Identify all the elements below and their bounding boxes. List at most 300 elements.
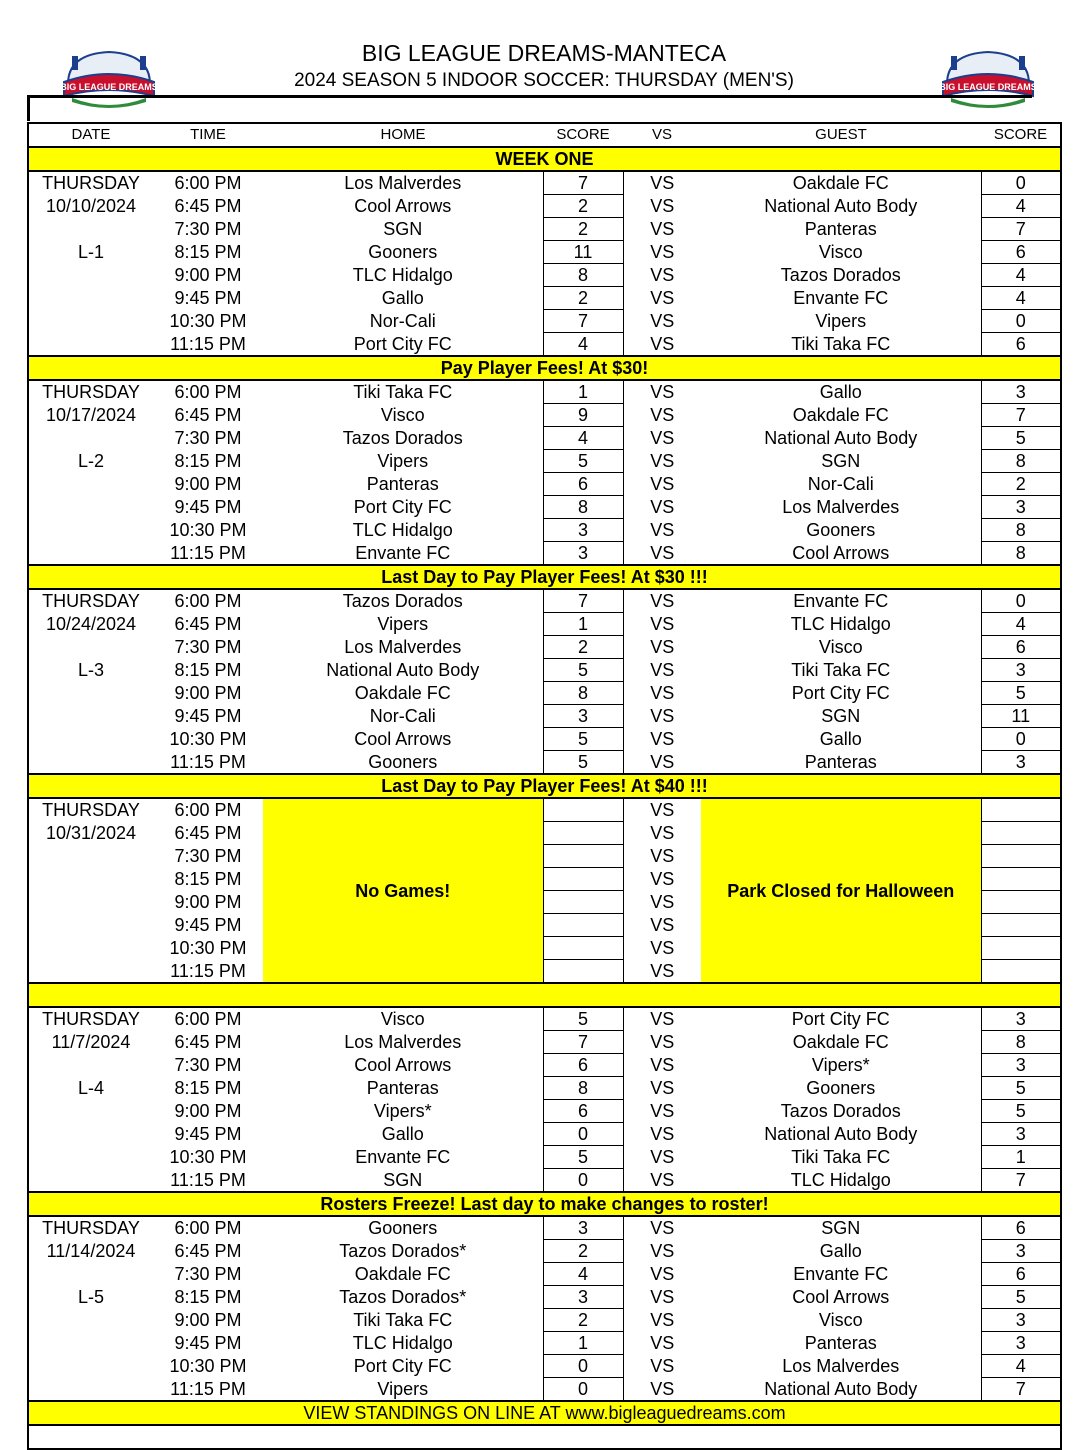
vs-cell: VS [650,333,675,354]
standings-link: VIEW STANDINGS ON LINE AT www.bigleaguedreams.com [28,1401,1061,1425]
home-score-cell: 6 [543,1100,623,1123]
guest-score-cell: 3 [981,1123,1061,1146]
vs-cell: VS [650,729,675,749]
banner-row [28,147,1061,171]
date-cell: THURSDAY [42,800,140,821]
home-score-cell: 5 [543,1007,623,1031]
date-cell [28,519,153,542]
vs-cell: VS [650,451,675,471]
home-score-cell: 0 [543,1123,623,1146]
guest-team-cell: TLC Hidalgo [790,1169,891,1190]
guest-team-cell: Cool Arrows [792,1287,890,1307]
home-score-cell [543,845,623,868]
guest-score-cell: 4 [981,1355,1061,1378]
home-score-cell: 3 [543,705,623,728]
date-cell: L-5 [77,1287,104,1307]
guest-score-cell: 11 [981,705,1061,728]
guest-team-cell: Envante FC [793,1264,889,1284]
guest-team-cell: National Auto Body [764,196,918,216]
vs-cell: VS [650,1378,675,1399]
date-cell: L-1 [77,242,104,262]
home-team-cell: Oakdale FC [354,683,451,703]
game-row [28,404,1061,427]
game-row [28,496,1061,519]
date-cell [28,636,153,659]
guest-score-cell: 3 [981,1054,1061,1077]
home-team-cell: Visco [380,405,425,425]
home-score-cell: 7 [543,1031,623,1054]
time-cell: 7:30 PM [174,428,242,448]
game-row [28,333,1061,357]
game-row [28,751,1061,775]
guest-team-cell: National Auto Body [764,1124,918,1144]
home-score-cell: 1 [543,1332,623,1355]
time-cell: 9:45 PM [174,288,242,308]
home-team-cell: TLC Hidalgo [352,520,453,540]
home-score-cell: 3 [543,1216,623,1240]
game-row [28,519,1061,542]
week-banner: Last Day to Pay Player Fees! At $30 !!! [28,565,1061,589]
date-cell [28,1123,153,1146]
time-cell: 6:00 PM [174,173,242,194]
date-cell: 10/17/2024 [45,405,137,425]
vs-cell: VS [650,892,675,912]
guest-score-cell: 8 [981,519,1061,542]
vs-cell: VS [650,265,675,285]
home-team-cell: Oakdale FC [354,1264,451,1284]
game-row [28,705,1061,728]
guest-score-cell [981,937,1061,960]
page-title: BIG LEAGUE DREAMS-MANTECA [361,40,727,66]
guest-score-cell: 6 [981,636,1061,659]
guest-score-cell [981,960,1061,984]
game-row [28,1100,1061,1123]
home-score-cell: 6 [543,1054,623,1077]
home-team-cell: Port City FC [353,497,452,517]
date-cell [28,427,153,450]
time-cell: 8:15 PM [174,1078,242,1098]
date-cell [28,1378,153,1402]
game-row [28,1077,1061,1100]
column-header: HOME [380,126,426,143]
home-score-cell: 3 [543,542,623,566]
time-cell: 9:00 PM [174,683,242,703]
date-cell [28,1169,153,1193]
home-team-cell: Tazos Dorados [342,428,463,448]
home-score-cell: 2 [543,1309,623,1332]
game-row [28,1007,1061,1031]
home-team-cell: Vipers [377,451,429,471]
guest-score-cell [981,822,1061,845]
home-team-cell: SGN [383,1169,423,1190]
guest-team-cell: SGN [821,1218,861,1239]
time-cell: 6:00 PM [174,591,242,612]
time-cell: 6:45 PM [174,405,242,425]
date-cell [28,1100,153,1123]
guest-score-cell: 8 [981,1031,1061,1054]
guest-score-cell [981,891,1061,914]
date-cell: 10/10/2024 [45,196,137,216]
guest-score-cell: 5 [981,682,1061,705]
game-row [28,310,1061,333]
vs-cell: VS [650,938,675,958]
guest-team-cell: Gallo [819,382,862,403]
home-score-cell: 7 [543,310,623,333]
vs-cell: VS [650,173,675,194]
time-cell: 7:30 PM [174,1055,242,1075]
home-score-cell: 4 [543,1263,623,1286]
home-score-cell: 0 [543,1169,623,1193]
home-team-cell: Tazos Dorados [342,591,463,612]
home-team-cell: Tiki Taka FC [353,1310,453,1330]
home-score-cell [543,891,623,914]
time-cell: 6:45 PM [174,1032,242,1052]
home-team-cell: Tiki Taka FC [353,382,453,403]
vs-cell: VS [650,800,675,821]
vs-cell: VS [650,591,675,612]
guest-score-cell: 0 [981,310,1061,333]
guest-team-cell: Port City FC [791,683,890,703]
time-cell: 10:30 PM [169,938,247,958]
guest-score-cell: 3 [981,380,1061,404]
guest-score-cell: 7 [981,404,1061,427]
home-team-cell: Gooners [368,751,438,772]
vs-cell: VS [650,1032,675,1052]
guest-score-cell [981,914,1061,937]
time-cell: 11:15 PM [170,542,246,563]
vs-cell: VS [650,960,675,981]
date-cell [28,845,153,868]
guest-team-cell: Oakdale FC [792,1032,889,1052]
vs-cell: VS [650,311,675,331]
game-row [28,1332,1061,1355]
guest-team-cell: Vipers [815,311,867,331]
time-cell: 11:15 PM [170,1378,246,1399]
date-cell: THURSDAY [42,173,140,194]
game-row [28,1309,1061,1332]
date-cell [28,473,153,496]
home-score-cell: 9 [543,404,623,427]
game-row [28,1378,1061,1402]
home-team-cell: Vipers [377,614,429,634]
home-team-cell: Los Malverdes [344,637,462,657]
guest-team-cell: Panteras [804,1333,877,1353]
time-cell: 7:30 PM [174,637,242,657]
guest-team-cell: Los Malverdes [782,497,900,517]
game-row [28,1263,1061,1286]
time-cell: 9:45 PM [174,706,242,726]
game-row [28,287,1061,310]
date-cell: 11/14/2024 [46,1241,136,1261]
guest-score-cell [981,868,1061,891]
vs-cell: VS [650,1287,675,1307]
date-cell [28,1309,153,1332]
guest-team-cell: Visco [818,1310,863,1330]
guest-team-cell: Nor-Cali [807,474,874,494]
date-cell [28,682,153,705]
footer-row [28,1401,1061,1425]
home-score-cell: 8 [543,682,623,705]
home-team-cell: Gallo [381,288,424,308]
guest-score-cell: 4 [981,613,1061,636]
column-header: SCORE [993,126,1048,143]
vs-cell: VS [650,405,675,425]
home-score-cell: 6 [543,473,623,496]
column-header: GUEST [815,126,867,143]
vs-cell: VS [650,660,675,680]
game-row [28,659,1061,682]
guest-team-cell: National Auto Body [764,1378,918,1399]
home-team-cell: Vipers* [373,1101,432,1121]
time-cell: 10:30 PM [169,311,247,331]
home-score-cell: 2 [543,195,623,218]
date-cell: L-2 [77,451,104,471]
game-row [28,1146,1061,1169]
home-team-cell: Gooners [368,242,438,262]
banner-row [28,565,1061,589]
date-cell [28,868,153,891]
home-score-cell: 7 [543,589,623,613]
vs-cell: VS [650,706,675,726]
guest-score-cell: 7 [981,218,1061,241]
game-row [28,218,1061,241]
column-header-row [28,123,1061,147]
guest-team-cell: Oakdale FC [792,173,889,194]
guest-team-cell: Tiki Taka FC [791,333,891,354]
date-cell [28,1332,153,1355]
home-score-cell: 11 [543,241,623,264]
home-team-cell: Tazos Dorados* [339,1241,467,1261]
guest-score-cell: 3 [981,1240,1061,1263]
home-score-cell: 8 [543,1077,623,1100]
vs-cell: VS [650,497,675,517]
guest-score-cell [981,845,1061,868]
vs-cell: VS [650,219,675,239]
date-cell: THURSDAY [42,382,140,403]
guest-team-cell: Tazos Dorados [780,1101,901,1121]
home-team-cell: Cool Arrows [354,729,452,749]
guest-score-cell: 1 [981,1146,1061,1169]
banner-row [28,983,1061,1007]
home-score-cell: 4 [543,427,623,450]
guest-team-cell: Gooners [806,520,876,540]
vs-cell: VS [650,1124,675,1144]
guest-team-cell: Vipers* [811,1055,870,1075]
vs-cell: VS [650,474,675,494]
time-cell: 10:30 PM [169,520,247,540]
guest-team-cell: Envante FC [793,288,889,308]
guest-score-cell: 5 [981,1100,1061,1123]
game-row [28,613,1061,636]
vs-cell: VS [650,1009,675,1030]
time-cell: 9:00 PM [174,892,242,912]
time-cell: 7:30 PM [174,219,242,239]
header-rule [27,95,1032,98]
date-cell [28,891,153,914]
time-cell: 10:30 PM [169,1356,247,1376]
game-row [28,1123,1061,1146]
vs-cell: VS [650,1078,675,1098]
guest-team-cell: Tazos Dorados [780,265,901,285]
guest-score-cell: 5 [981,1077,1061,1100]
time-cell: 6:45 PM [174,614,242,634]
game-row [28,264,1061,287]
guest-score-cell: 5 [981,1286,1061,1309]
home-team-cell: Panteras [366,1078,439,1098]
home-team-cell: TLC Hidalgo [352,1333,453,1353]
home-score-cell: 5 [543,659,623,682]
banner-row [28,1192,1061,1216]
time-cell: 9:45 PM [174,1333,242,1353]
banner-row [28,774,1061,798]
home-team-cell: SGN [383,219,423,239]
home-score-cell: 1 [543,380,623,404]
vs-cell: VS [650,520,675,540]
date-cell [28,937,153,960]
game-row [28,1054,1061,1077]
guest-score-cell: 0 [981,589,1061,613]
home-team-cell: Gooners [368,1218,438,1239]
vs-cell: VS [650,614,675,634]
guest-score-cell: 4 [981,195,1061,218]
home-score-cell: 3 [543,519,623,542]
home-score-cell [543,868,623,891]
date-cell [28,1263,153,1286]
home-score-cell: 2 [543,636,623,659]
date-cell: L-4 [77,1078,104,1098]
time-cell: 7:30 PM [174,1264,242,1284]
home-team-cell: Envante FC [355,542,451,563]
game-row [28,682,1061,705]
game-row [28,636,1061,659]
date-cell: THURSDAY [42,1009,140,1030]
game-row [28,798,1061,822]
time-cell: 9:00 PM [174,1310,242,1330]
vs-cell: VS [650,1055,675,1075]
guest-score-cell: 7 [981,1169,1061,1193]
guest-score-cell: 7 [981,1378,1061,1402]
game-row [28,241,1061,264]
home-team-cell: Cool Arrows [354,1055,452,1075]
vs-cell: VS [650,915,675,935]
guest-team-cell: Los Malverdes [782,1356,900,1376]
home-team-cell: Gallo [381,1124,424,1144]
time-cell: 9:00 PM [174,474,242,494]
time-cell: 8:15 PM [174,242,242,262]
date-cell [28,218,153,241]
schedule-table [27,122,1062,1450]
vs-cell: VS [650,683,675,703]
guest-score-cell: 6 [981,1216,1061,1240]
date-cell [28,1054,153,1077]
guest-team-cell: Cool Arrows [792,542,890,563]
vs-cell: VS [650,242,675,262]
time-cell: 9:45 PM [174,497,242,517]
guest-team-cell: Visco [818,242,863,262]
date-cell [28,310,153,333]
time-cell: 8:15 PM [174,1287,242,1307]
week-banner: Pay Player Fees! At $30! [28,356,1061,380]
home-score-cell: 3 [543,1286,623,1309]
time-cell: 11:15 PM [170,751,246,772]
date-cell: 11/7/2024 [51,1032,131,1052]
guest-team-cell: Visco [818,637,863,657]
time-cell: 9:45 PM [174,1124,242,1144]
date-cell [28,333,153,357]
game-row [28,1240,1061,1263]
vs-cell: VS [650,823,675,843]
date-cell [28,914,153,937]
vs-cell: VS [650,1356,675,1376]
home-team-cell: Port City FC [353,1356,452,1376]
guest-score-cell: 3 [981,751,1061,775]
game-row [28,1355,1061,1378]
home-score-cell [543,937,623,960]
time-cell: 8:15 PM [174,869,242,889]
home-team-cell: Nor-Cali [369,311,436,331]
vs-cell: VS [650,196,675,216]
guest-team-cell: SGN [821,706,861,726]
date-cell [28,960,153,984]
home-team-cell: Vipers [377,1378,429,1399]
date-cell: L-3 [77,660,104,680]
game-row [28,427,1061,450]
guest-score-cell: 6 [981,241,1061,264]
home-score-cell: 2 [543,287,623,310]
guest-score-cell: 2 [981,473,1061,496]
home-score-cell: 8 [543,264,623,287]
time-cell: 6:45 PM [174,196,242,216]
empty-cell [28,1425,1061,1449]
game-row [28,1031,1061,1054]
time-cell: 6:45 PM [174,1241,242,1261]
home-score-cell [543,960,623,984]
guest-score-cell: 8 [981,542,1061,566]
home-team-cell: TLC Hidalgo [352,265,453,285]
column-header: DATE [71,126,111,143]
park-closed-note: Park Closed for Halloween [701,798,981,983]
date-cell: THURSDAY [42,1218,140,1239]
time-cell: 11:15 PM [170,1169,246,1190]
home-score-cell: 5 [543,751,623,775]
guest-team-cell: TLC Hidalgo [790,614,891,634]
guest-score-cell: 3 [981,1007,1061,1031]
time-cell: 10:30 PM [169,729,247,749]
vs-cell: VS [650,1101,675,1121]
game-row [28,450,1061,473]
game-row [28,195,1061,218]
vs-cell: VS [650,751,675,772]
guest-team-cell: Panteras [804,751,877,772]
guest-team-cell: National Auto Body [764,428,918,448]
vs-cell: VS [650,382,675,403]
empty-row [28,1425,1061,1449]
svg-text:BIG LEAGUE DREAMS: BIG LEAGUE DREAMS [60,82,158,92]
home-score-cell: 2 [543,218,623,241]
time-cell: 9:00 PM [174,1101,242,1121]
game-row [28,542,1061,566]
home-score-cell [543,822,623,845]
date-cell [28,496,153,519]
home-team-cell: Los Malverdes [344,1032,462,1052]
vs-cell: VS [650,1241,675,1261]
date-cell [28,751,153,775]
week-banner: Rosters Freeze! Last day to make changes to roster! [28,1192,1061,1216]
guest-team-cell: Envante FC [793,591,889,612]
time-cell: 11:15 PM [170,333,246,354]
vs-cell: VS [650,428,675,448]
time-cell: 8:15 PM [174,451,242,471]
